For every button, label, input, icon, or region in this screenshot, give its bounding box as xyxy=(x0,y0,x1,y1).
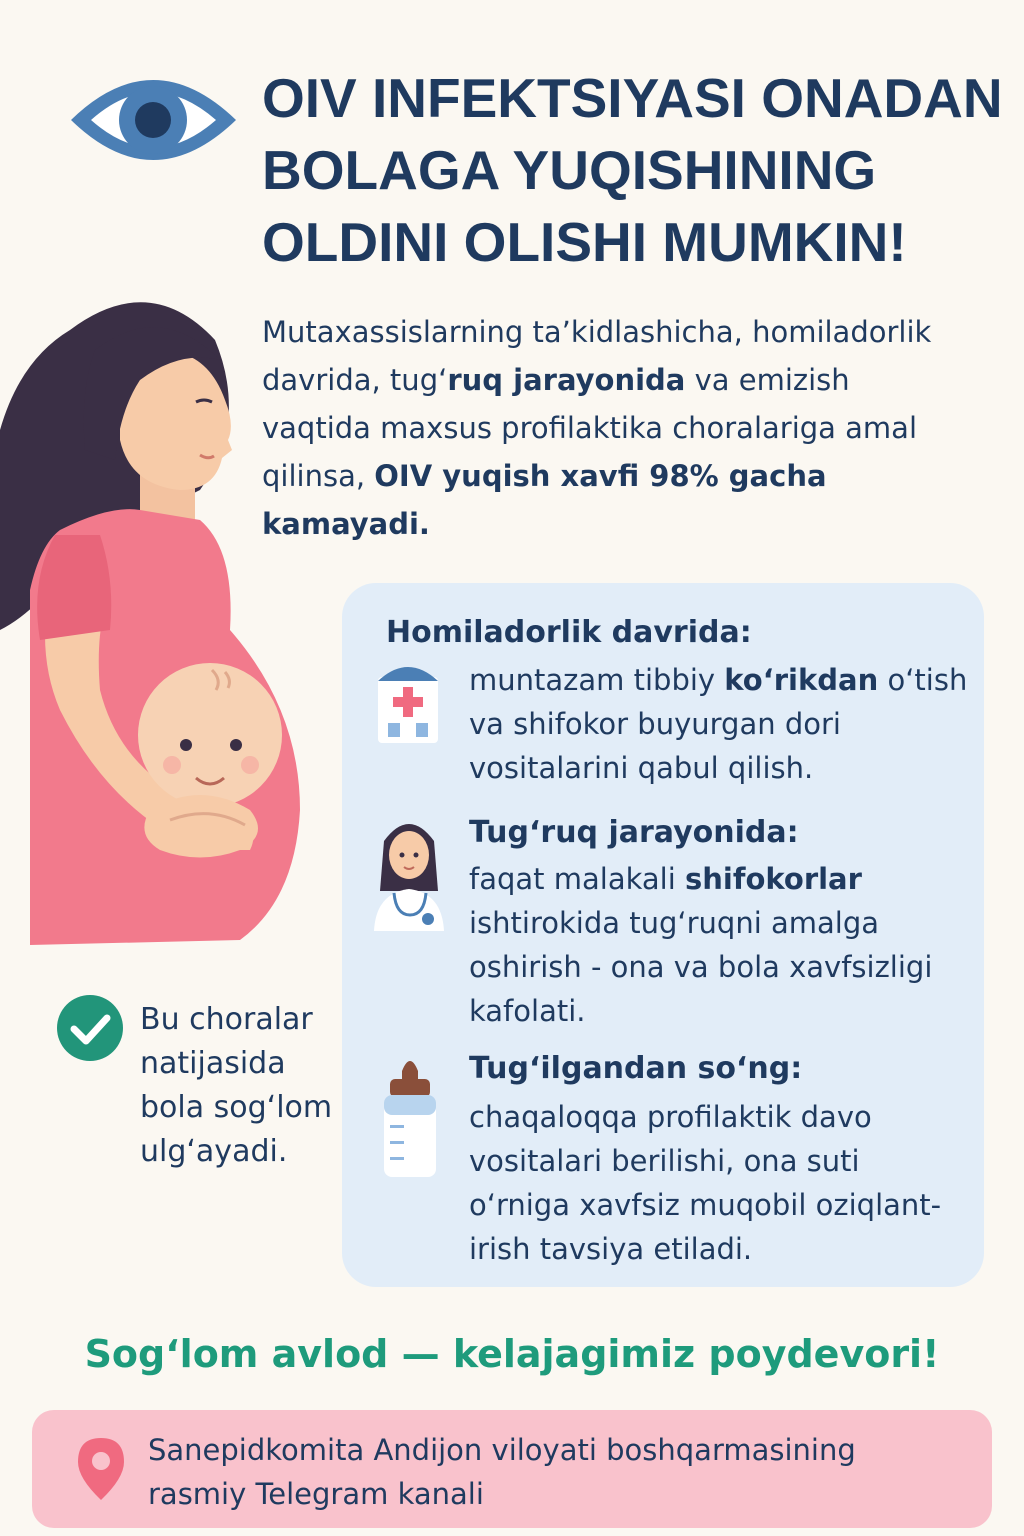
section-text-pregnancy-bold: ko‘rikdan xyxy=(724,663,879,697)
section-text-after-birth-a: chaqaloqqa profilaktik davo vositalari berilishi, ona suti o‘rniga xavfsiz muqobil oziqlant-irish tavsiya etiladi. xyxy=(469,1100,942,1266)
section-title-delivery: Tug‘ruq jarayonida: xyxy=(469,815,799,850)
location-pin-icon xyxy=(76,1436,126,1502)
section-text-pregnancy-b: o‘tish va shifokor buyurgan dori vositalarini qabul qilish. xyxy=(469,663,968,785)
section-text-delivery-a: faqat malakali xyxy=(469,862,685,896)
section-title-pregnancy: Homiladorlik davrida: xyxy=(386,615,752,650)
section-text-after-birth xyxy=(469,1095,969,1271)
intro-bold-2: OIV yuqish xavfi 98% gacha kamayadi. xyxy=(262,459,827,541)
intro-text-1: Mutaxassislarning ta’kidlashicha, homiladorlik davrida, tug‘ xyxy=(262,315,932,397)
side-note: Bu choralar natijasida bola sog‘lom ulg‘ayadi. xyxy=(140,1002,333,1169)
section-text-delivery xyxy=(469,857,969,1033)
intro-paragraph xyxy=(262,308,942,548)
intro-text-2: va emizish vaqtida maxsus profilaktika choralariga amal qilinsa, xyxy=(262,363,918,493)
doctor-icon xyxy=(366,811,452,931)
eye-icon xyxy=(66,60,241,180)
intro-bold-1: ruq jarayonida xyxy=(447,363,686,397)
section-title-after-birth: Tug‘ilgandan so‘ng: xyxy=(469,1051,803,1086)
section-text-pregnancy xyxy=(469,658,969,790)
pregnant-woman-illustration xyxy=(0,290,330,950)
clinic-icon xyxy=(376,659,440,745)
info-box xyxy=(342,583,984,1287)
section-text-delivery-b: ishtirokida tug‘ruqni amalga oshirish - ona va bola xavfsizligi kafolati. xyxy=(469,906,933,1028)
check-circle-icon xyxy=(56,994,124,1062)
slogan: Sog‘lom avlod — kelajagimiz poydevori! xyxy=(84,1332,940,1376)
footer-text: Sanepidkomita Andijon viloyati boshqarmasining rasmiy Telegram kanali xyxy=(148,1433,856,1511)
baby-bottle-icon xyxy=(382,1051,438,1179)
page-title: OIV INFEKTSIYASI ONADAN BOLAGA YUQISHINING OLDINI OLISHI MUMKIN! xyxy=(262,67,1003,273)
section-text-delivery-bold: shifokorlar xyxy=(685,862,862,896)
section-text-pregnancy-a: muntazam tibbiy xyxy=(469,663,725,697)
